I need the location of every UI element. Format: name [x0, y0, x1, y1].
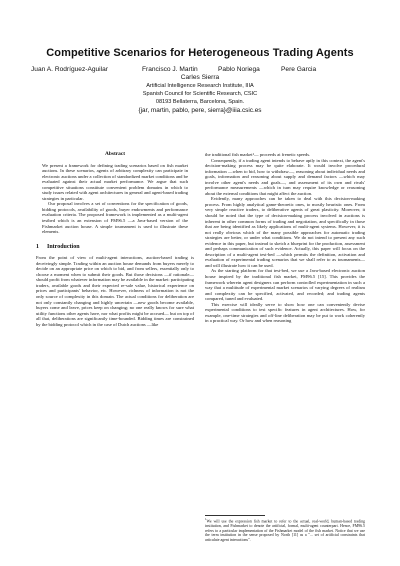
- paper-title: Competitive Scenarios for Heterogeneous Trading Agents: [46, 47, 354, 59]
- body-paragraph: the traditional fish market¹— proceeds at frenetic speeds.: [205, 152, 311, 157]
- footnote-mark: 1: [205, 517, 207, 521]
- body-paragraph: From the point of view of multi-agent interactions, auction-based trading is deceivingly simple. Trading within an auction house demands from buyers merely to decide on an appropriate price on which to bid, and from sellers, essentially only to choose a moment when to submit their goods. But those decisions —if rationale— should profit from whatever information may be available in the market: participating traders, available goods and their expected re-sale value, historical experience on prices and participants' behavior, etc. However, richness of information is not the only source of complexity in this domain. The actual conditions for deliberation are not only constantly changing and highly uncertain —new goods become available, buyers come and leave, prices keep on changing; no one really knows for sure what utility functions other agents have, nor what profits might be accrued— but on top of all that, deliberations are significantly time-bounded. Bidding times are constrained by the bidding protocol which in the case of Dutch auctions —like: [36, 255, 194, 327]
- body-paragraph: Evidently, many approaches can be taken to deal with this decision-making process. From highly analytical game-theoretic ones, to mostly heuristic ones. From very simple reactive traders, to deliberative agents of great plasticity. Moreover, it should be noted that the type of decision-making process involved in auctions is inherent in other common forms of trading and negotiation, and specifically in those that are being identified as likely applications of multi-agent systems. However, it is not really obvious which of the many possible approaches for automatic trading strategies are better, or under what conditions. We do not intend to present any such evidence in this paper, but instead to sketch a blueprint for the production, assessment and perhaps communication of such evidence. Actually, this paper will focus on the description of a multi-agent test-bed —which permits the definition, activation and evaluation of experimental trading scenarios that we shall refer to as tournaments— and will illustrate how it can be used.: [205, 196, 365, 268]
- author-name: Pablo Noriega: [218, 66, 260, 73]
- abstract-paragraph: We present a framework for defining trading scenarios based on fish market auctions. In these scenarios, agents of arbitrary complexity can participate in electronic auctions under a collection of standardized market conditions and be evaluated against their actual market performance. We argue that such competitive situations constitute convenient problem domains in which to study issues related with agent architectures in general and agent-based trading strategies in particular.: [42, 162, 188, 201]
- section-heading: [36, 245, 194, 251]
- footnote: [205, 517, 365, 543]
- author-name: Carles Sierra: [180, 74, 220, 81]
- author-name: Pere Garcia: [281, 66, 317, 73]
- section-body: [36, 255, 194, 327]
- author-name: Juan A. Rodríguez-Aguilar: [31, 66, 108, 73]
- affiliation-institute: Artificial Intelligence Research Institute, IIIA: [146, 83, 254, 89]
- abstract: [36, 152, 194, 235]
- abstract-paragraph: Our proposal involves a set of conventions for the specification of goods, bidding protocols, availability of goods, buyer endowments and performance evaluation criteria. The proposed framework is implemented as a multi-agent testbed which is an extension of FM96.5 —a Java-based version of the Fishmarket auction house. A simple tournament is used to illustrate these elements.: [42, 201, 188, 235]
- affiliation-council: Spanish Council for Scientific Research, CSIC: [142, 91, 258, 97]
- affiliation-address: 08193 Bellaterra, Barcelona, Spain.: [155, 99, 245, 105]
- section-number: 1: [36, 243, 39, 250]
- author-name: Francisco J. Martin: [142, 66, 198, 73]
- footnote-text: We will use the expression fish market to refer to the actual, real-world, human-based trading institution, and Fishmarket to denote the artificial, formal, multi-agent counterpart. Hence, FM96.5 refers to a particular implementation of the Fishmarket model of the fish market. Notice that we use the term institution in the sense proposed by North [11] as a "... set of artificial constraints that articulate agent interactions".: [205, 519, 365, 543]
- body-paragraph: Consequently, if a trading agent intends to behave aptly in this context, the agent's decision-making process may be quite elaborate. It would involve procedural information —when to bid, how to withdraw—, reasoning about individual needs and goals, information and reasoning about supply and demand factors —which may involve other agent's needs and goals—, and assessment of its own and rivals' performance measurements —which in turn may require knowledge or reasoning about the external conditions that might affect the auction.: [205, 157, 365, 196]
- footnote-rule: [205, 515, 265, 516]
- body-paragraph: This exercise will ideally serve to show how one can conveniently devise experimental conditions to test specific features in agent architectures. How, for example, one-time strategies and off-line deliberation may be put to work coherently in a practical way. Or how and when reasoning: [205, 301, 365, 324]
- affiliation-email: {jar, martin, pablo, pere, sierra}@iiia.csic.es: [138, 107, 262, 114]
- section-title: Introduction: [47, 243, 80, 250]
- body-paragraph: As the starting platform for that test-bed, we use a Java-based electronic auction house inspired by the traditional fish market, FM96.5 [15]. This provides the framework wherein agent designers can perform controlled experimentation in such a way that a multitude of experimental market scenarios of varying degrees of realism and complexity can be specified, activated, and recorded; and trading agents compared, tuned and evaluated.: [205, 268, 365, 302]
- left-column: [36, 152, 194, 327]
- abstract-heading: Abstract: [104, 151, 126, 157]
- right-column: [205, 152, 365, 324]
